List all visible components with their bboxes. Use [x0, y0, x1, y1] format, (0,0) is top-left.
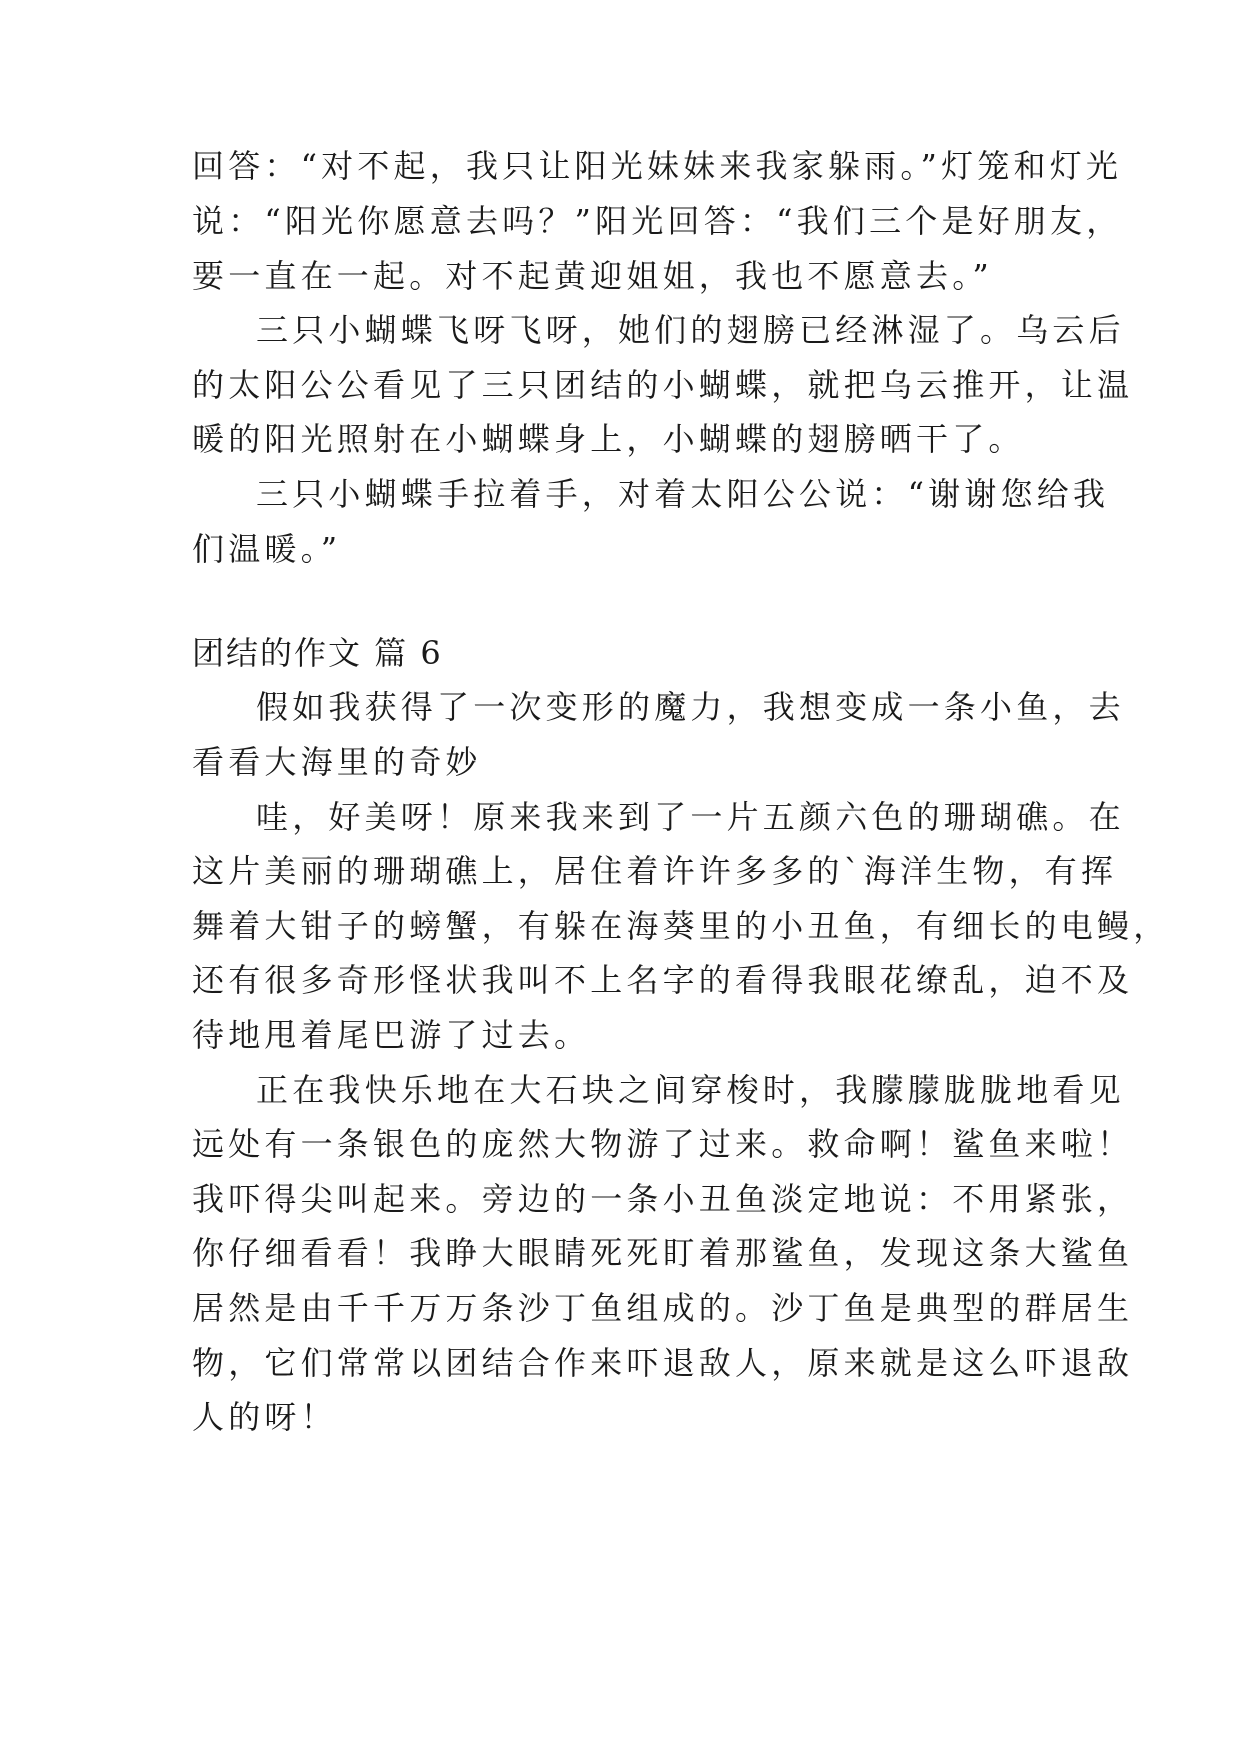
text-line: 哇，好美呀！原来我来到了一片五颜六色的珊瑚礁。在	[256, 798, 1125, 836]
text-line: 暖的阳光照射在小蝴蝶身上，小蝴蝶的翅膀晒干了。	[192, 420, 1025, 458]
section-heading: 团结的作文 篇 6	[192, 634, 443, 672]
text-line: 你仔细看看！我睁大眼睛死死盯着那鲨鱼，发现这条大鲨鱼	[192, 1234, 1134, 1272]
text-line: 这片美丽的珊瑚礁上，居住着许许多多的`海洋生物，有挥	[192, 852, 1118, 890]
text-line: 要一直在一起。对不起黄迎姐姐，我也不愿意去。”	[192, 257, 993, 295]
text-line: 说：“阳光你愿意去吗？”阳光回答：“我们三个是好朋友，	[192, 202, 1123, 240]
text-line: 舞着大钳子的螃蟹，有躲在海葵里的小丑鱼，有细长的电鳗，	[192, 907, 1170, 945]
text-line: 正在我快乐地在大石块之间穿梭时，我朦朦胧胧地看见	[256, 1071, 1125, 1109]
text-line: 三只小蝴蝶手拉着手，对着太阳公公说：“谢谢您给我	[256, 475, 1110, 513]
text-line: 回答：“对不起，我只让阳光妹妹来我家躲雨。”灯笼和灯光	[192, 147, 1123, 185]
text-line: 假如我获得了一次变形的魔力，我想变成一条小鱼，去	[256, 688, 1125, 726]
text-line: 我吓得尖叫起来。旁边的一条小丑鱼淡定地说：不用紧张，	[192, 1180, 1134, 1218]
text-line: 居然是由千千万万条沙丁鱼组成的。沙丁鱼是典型的群居生	[192, 1289, 1134, 1327]
text-line: 人的呀！	[192, 1398, 337, 1436]
text-line: 看看大海里的奇妙	[192, 743, 482, 781]
text-line: 还有很多奇形怪状我叫不上名字的看得我眼花缭乱，迫不及	[192, 961, 1134, 999]
text-line: 物，它们常常以团结合作来吓退敌人，原来就是这么吓退敌	[192, 1344, 1134, 1382]
text-line: 三只小蝴蝶飞呀飞呀，她们的翅膀已经淋湿了。乌云后	[256, 311, 1125, 349]
text-line: 们温暖。”	[192, 530, 342, 568]
text-line: 远处有一条银色的庞然大物游了过来。救命啊！鲨鱼来啦！	[192, 1125, 1134, 1163]
text-line: 待地甩着尾巴游了过去。	[192, 1016, 591, 1054]
text-line: 的太阳公公看见了三只团结的小蝴蝶，就把乌云推开，让温	[192, 366, 1134, 404]
